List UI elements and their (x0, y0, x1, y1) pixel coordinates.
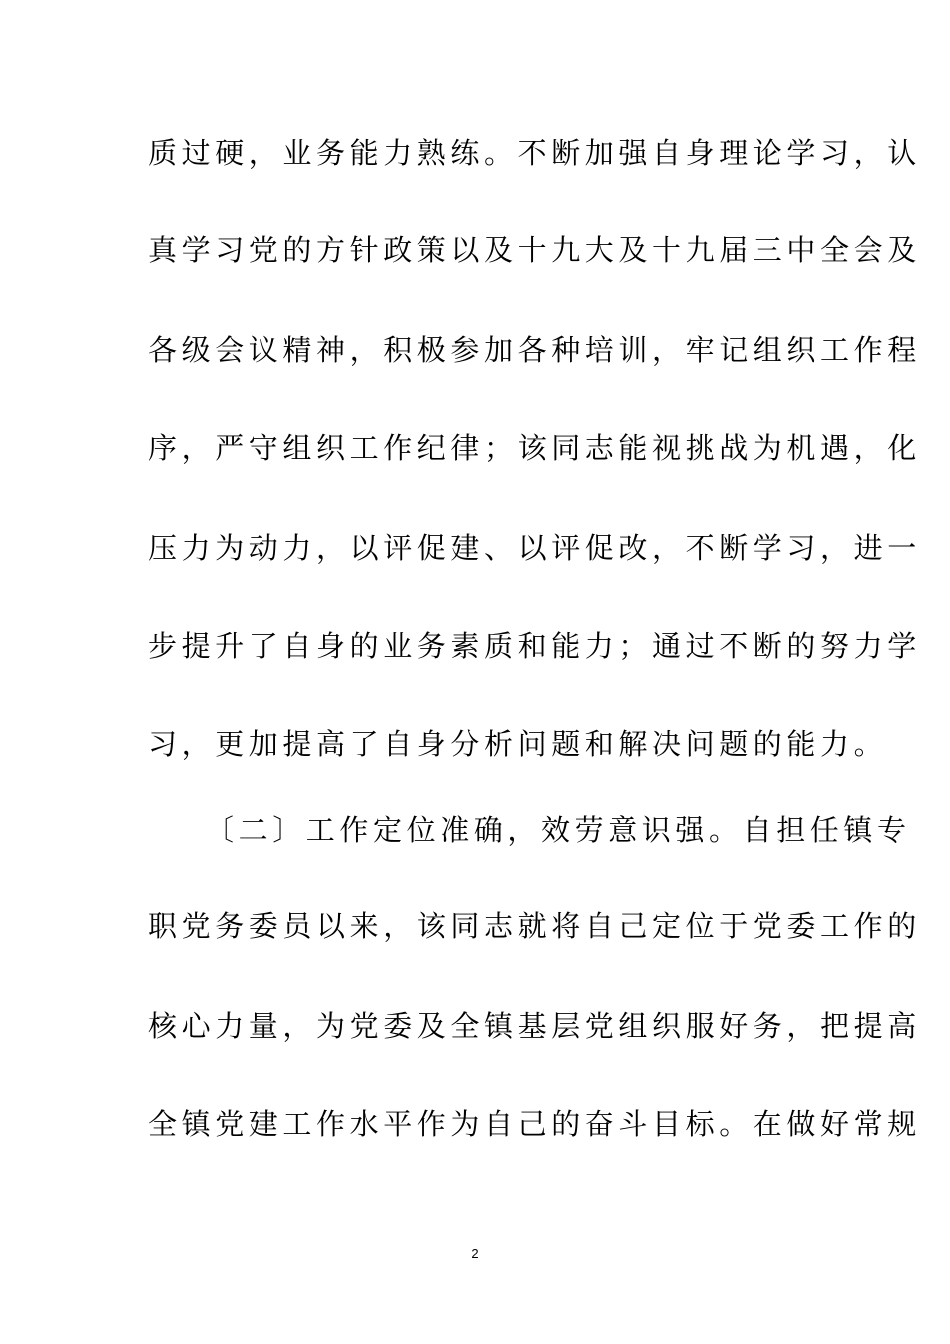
paragraph-start-line: 〔二〕工作定位准确，效劳意识强。自担任镇专 (205, 813, 911, 847)
text-line: 序，严守组织工作纪律；该同志能视挑战为机遇，化 (148, 431, 921, 465)
text-line: 习，更加提高了自身分析问题和解决问题的能力。 (148, 727, 888, 761)
text-line: 真学习党的方针政策以及十九大及十九届三中全会及 (148, 233, 921, 267)
text-line: 各级会议精神，积极参加各种培训，牢记组织工作程 (148, 333, 921, 367)
text-line: 职党务委员以来，该同志就将自己定位于党委工作的 (148, 909, 921, 943)
page-number: 2 (471, 1246, 479, 1261)
text-line: 质过硬，业务能力熟练。不断加强自身理论学习，认 (148, 136, 921, 170)
text-line: 步提升了自身的业务素质和能力；通过不断的努力学 (148, 629, 921, 663)
text-line: 全镇党建工作水平作为自己的奋斗目标。在做好常规 (148, 1107, 921, 1141)
text-line: 核心力量，为党委及全镇基层党组织服好务，把提高 (148, 1009, 921, 1043)
text-line: 压力为动力，以评促建、以评促改，不断学习，进一 (148, 531, 921, 565)
